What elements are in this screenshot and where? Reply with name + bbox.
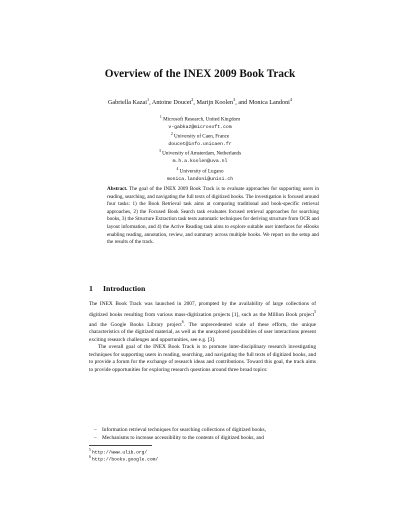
affiliation-email[interactable]: doucet@info.unicaen.fr (168, 142, 232, 148)
affiliation-email[interactable]: m.h.a.koolen@uva.nl (172, 159, 228, 165)
footnote-marker: 5 (89, 448, 91, 452)
body-text (89, 301, 316, 374)
author-affil-marker: 1 (146, 97, 150, 102)
affiliation-name: University of Caen, France (174, 133, 230, 140)
abstract-block (107, 186, 319, 247)
list-item (94, 435, 316, 443)
section-heading (89, 284, 145, 293)
affiliation-name: University of Amsterdam, Netherlands (162, 151, 242, 158)
footnote-rule (89, 445, 152, 446)
author-name: Monica Landoni (248, 99, 290, 107)
abstract-text: The goal of the INEX 2009 Book Track is to evaluate approaches for supporting users in reading, searching, and navigating the full texts of digitized books. The investigation is focused around four tasks: 1) the Book Retrieval task aims at comparing traditional and book-specific retrieval approaches, 2) the Focused Book Search task evaluates focused retrieval approaches for searching books, 3) the Structure Extraction task tests automatic techniques for deriving structure from OCR and layout information, and 4) the Active Reading task aims to explore suitable user interfaces for eBooks enabling reading, annotation, review, and summary across multiple books. We report on the setup and the results of the track. (107, 186, 319, 246)
paragraph-text: The INEX Book Track was launched in 2007, prompted by the availability of large collections of digitized books resulting from various mass-digitization projects [1], such as the Million Book project (89, 301, 316, 318)
author-affil-marker: 2 (191, 97, 194, 102)
topic-list (94, 427, 316, 442)
section-number: 1 (89, 284, 93, 293)
author-name: Marijn Koolen (196, 99, 234, 107)
abstract-label: Abstract. (107, 186, 128, 192)
author-name: Antoine Doucet (151, 99, 192, 107)
footnote-url[interactable]: http://www.ulib.org/ (92, 450, 148, 456)
author-affil-marker: 4 (289, 97, 293, 102)
affiliation-list (0, 114, 400, 183)
affiliation-marker: 2 (170, 132, 173, 137)
paragraph-text: and the Google Books Library project (89, 321, 182, 328)
footnote-ref[interactable]: 5 (314, 309, 316, 314)
author-separator: , and (235, 99, 249, 107)
affiliation-name: Microsoft Research, United Kingdom (163, 116, 241, 123)
list-bullet: – (94, 434, 97, 441)
list-item-text: Information retrieval techniques for searching collections of digitized books, (102, 427, 266, 433)
affiliation-email[interactable]: v-gabkaz@microsoft.com (168, 124, 232, 130)
affiliation-marker: 3 (158, 149, 161, 154)
author-affil-marker: 3 (233, 97, 236, 102)
footnote-marker: 6 (89, 455, 91, 459)
list-item (94, 427, 316, 435)
affiliation-marker: 1 (159, 115, 162, 119)
footnote-ref[interactable]: 6 (181, 319, 184, 324)
list-item-text: Mechanisms to increase accessibility to the contents of digitized books, and (102, 434, 264, 441)
footnote-url[interactable]: http://books.google.com/ (92, 457, 159, 463)
author-separator: , (193, 99, 197, 107)
paragraph-text: . The unprecedented scale of these efforts, the unique characteristics of the digitized material, as well as the unexplored possibilities of user interactions present exciting research challenges and opportunities, see e.g. [3]. (89, 321, 316, 343)
affiliation-item (0, 114, 400, 124)
affiliation-item (0, 131, 400, 141)
affiliation-name: University of Lugano (179, 168, 224, 175)
affiliation-marker: 4 (176, 166, 179, 171)
paragraph (89, 301, 316, 344)
list-bullet: – (94, 427, 97, 433)
affiliation-item (0, 166, 400, 176)
paragraph: The overall goal of the INEX Book Track is to promote inter-disciplinary research investigating techniques for supporting users in reading, searching, and navigating the full texts of digitized books, and to provide a forum for the exchange of research ideas and contributions. Toward this goal, the track aims to provide opportunities for exploring research questions around three broad topics: (89, 344, 316, 373)
author-list (0, 97, 400, 106)
section-title: Introduction (103, 284, 146, 293)
paper-title: Overview of the INEX 2009 Book Track (104, 68, 296, 80)
footnote (89, 455, 158, 463)
affiliation-item (0, 148, 400, 158)
author-name: Gabriella Kazai (107, 99, 147, 107)
affiliation-email[interactable]: monica.landoni@unisi.ch (166, 176, 234, 182)
author-separator: , (149, 99, 152, 107)
